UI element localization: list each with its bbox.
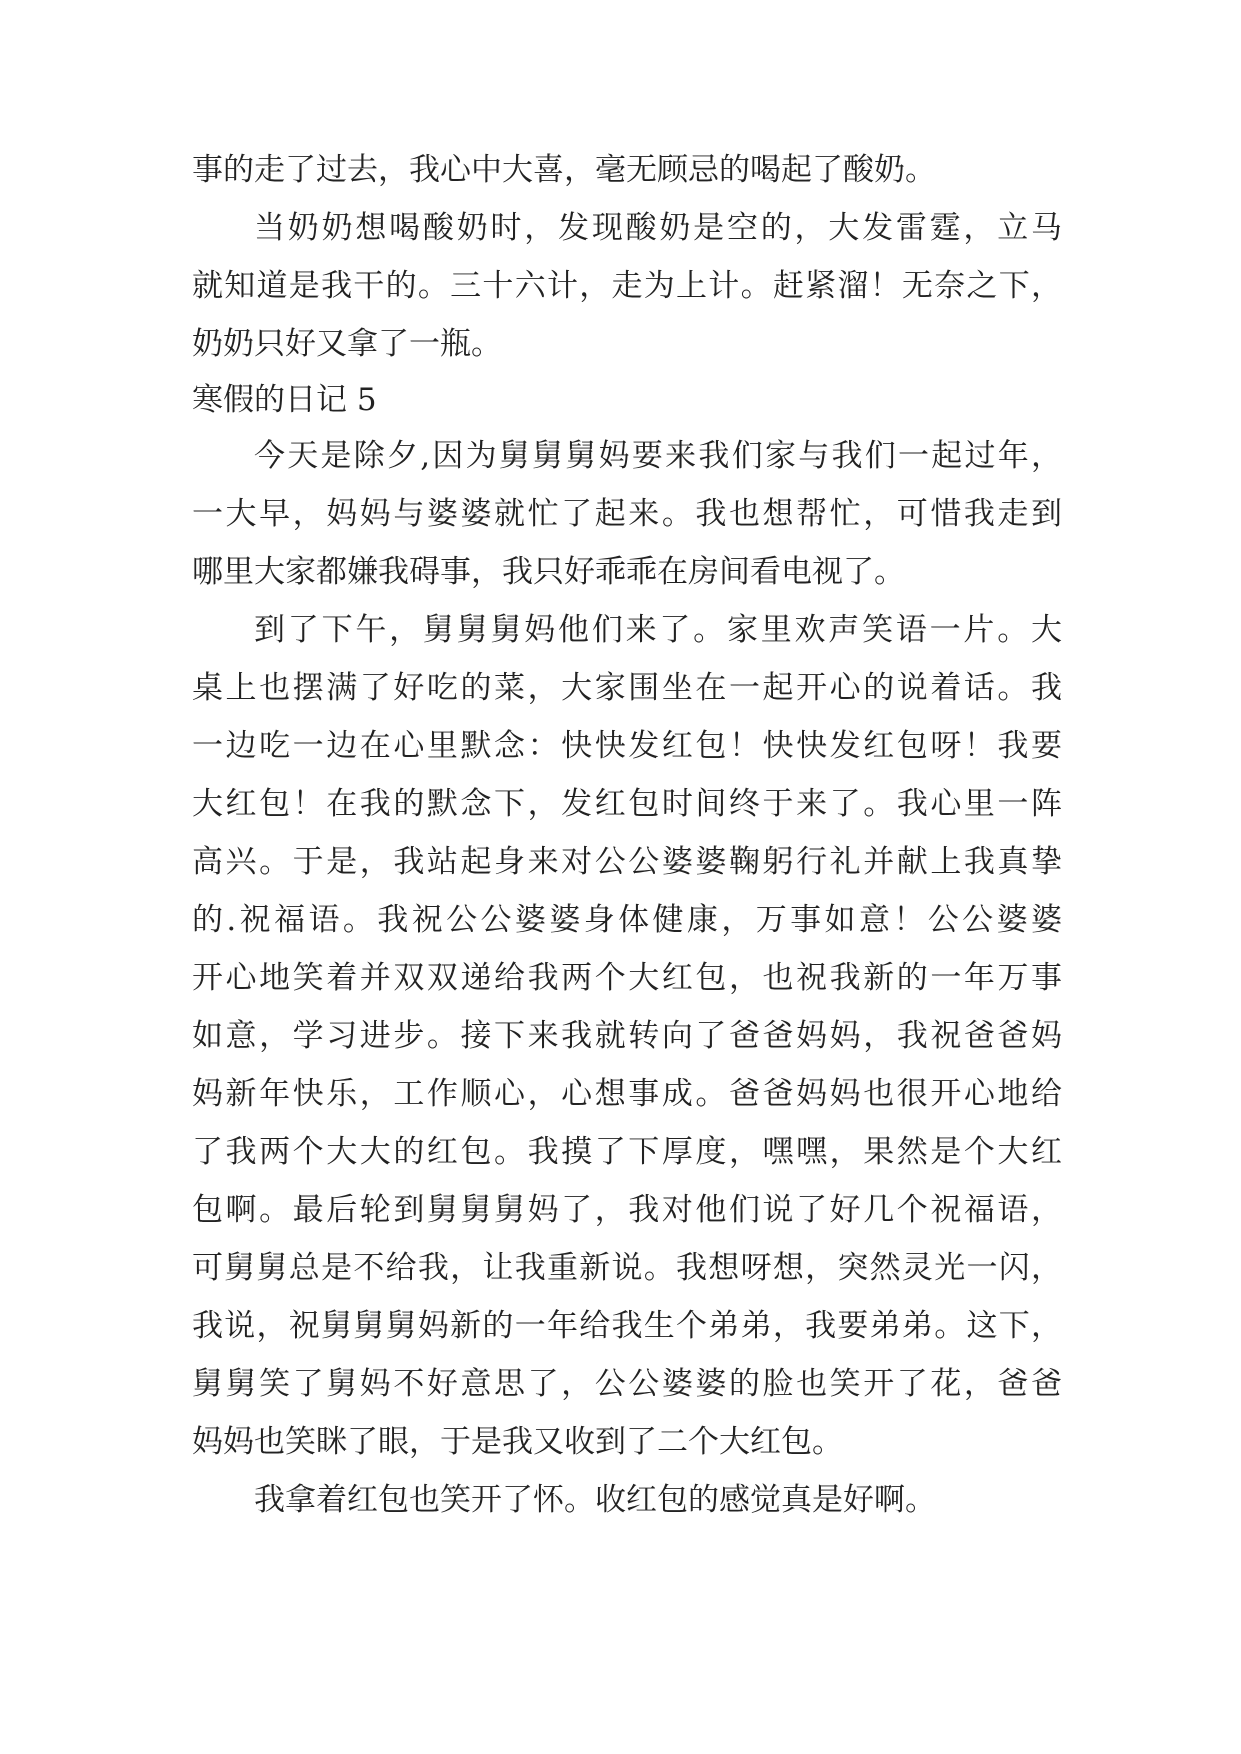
paragraph-line: 的.祝福语。我祝公公婆婆身体健康，万事如意！公公婆婆 bbox=[192, 902, 1062, 938]
paragraph-line: 高兴。于是，我站起身来对公公婆婆鞠躬行礼并献上我真挚 bbox=[192, 844, 1062, 880]
paragraph-line: 一大早，妈妈与婆婆就忙了起来。我也想帮忙，可惜我走到 bbox=[192, 496, 1062, 532]
paragraph-line: 我说，祝舅舅舅妈新的一年给我生个弟弟，我要弟弟。这下， bbox=[192, 1308, 1062, 1344]
paragraph-line: 包啊。最后轮到舅舅舅妈了，我对他们说了好几个祝福语， bbox=[192, 1192, 1062, 1228]
paragraph-line: 当奶奶想喝酸奶时，发现酸奶是空的，大发雷霆，立马 bbox=[254, 210, 1062, 246]
paragraph-line: 妈妈也笑眯了眼，于是我又收到了二个大红包。 bbox=[192, 1424, 843, 1460]
paragraph-line: 妈新年快乐，工作顺心，心想事成。爸爸妈妈也很开心地给 bbox=[192, 1076, 1062, 1112]
paragraph-line: 事的走了过去，我心中大喜，毫无顾忌的喝起了酸奶。 bbox=[192, 152, 936, 188]
section-heading: 寒假的日记 5 bbox=[192, 382, 377, 418]
paragraph-line: 如意，学习进步。接下来我就转向了爸爸妈妈，我祝爸爸妈 bbox=[192, 1018, 1062, 1054]
paragraph-line: 开心地笑着并双双递给我两个大红包，也祝我新的一年万事 bbox=[192, 960, 1062, 996]
paragraph-line: 大红包！在我的默念下，发红包时间终于来了。我心里一阵 bbox=[192, 786, 1062, 822]
paragraph-line: 了我两个大大的红包。我摸了下厚度，嘿嘿，果然是个大红 bbox=[192, 1134, 1062, 1170]
paragraph-line: 就知道是我干的。三十六计，走为上计。赶紧溜！无奈之下， bbox=[192, 268, 1062, 304]
paragraph-line: 一边吃一边在心里默念：快快发红包！快快发红包呀！我要 bbox=[192, 728, 1062, 764]
paragraph-line: 舅舅笑了舅妈不好意思了，公公婆婆的脸也笑开了花，爸爸 bbox=[192, 1366, 1062, 1402]
paragraph-line: 到了下午，舅舅舅妈他们来了。家里欢声笑语一片。大 bbox=[254, 612, 1062, 648]
paragraph-line: 今天是除夕,因为舅舅舅妈要来我们家与我们一起过年， bbox=[254, 438, 1062, 474]
paragraph-line: 哪里大家都嫌我碍事，我只好乖乖在房间看电视了。 bbox=[192, 554, 905, 590]
paragraph-line: 奶奶只好又拿了一瓶。 bbox=[192, 326, 502, 362]
paragraph-line: 我拿着红包也笑开了怀。收红包的感觉真是好啊。 bbox=[254, 1482, 936, 1518]
paragraph-line: 桌上也摆满了好吃的菜，大家围坐在一起开心的说着话。我 bbox=[192, 670, 1062, 706]
paragraph-line: 可舅舅总是不给我，让我重新说。我想呀想，突然灵光一闪， bbox=[192, 1250, 1062, 1286]
